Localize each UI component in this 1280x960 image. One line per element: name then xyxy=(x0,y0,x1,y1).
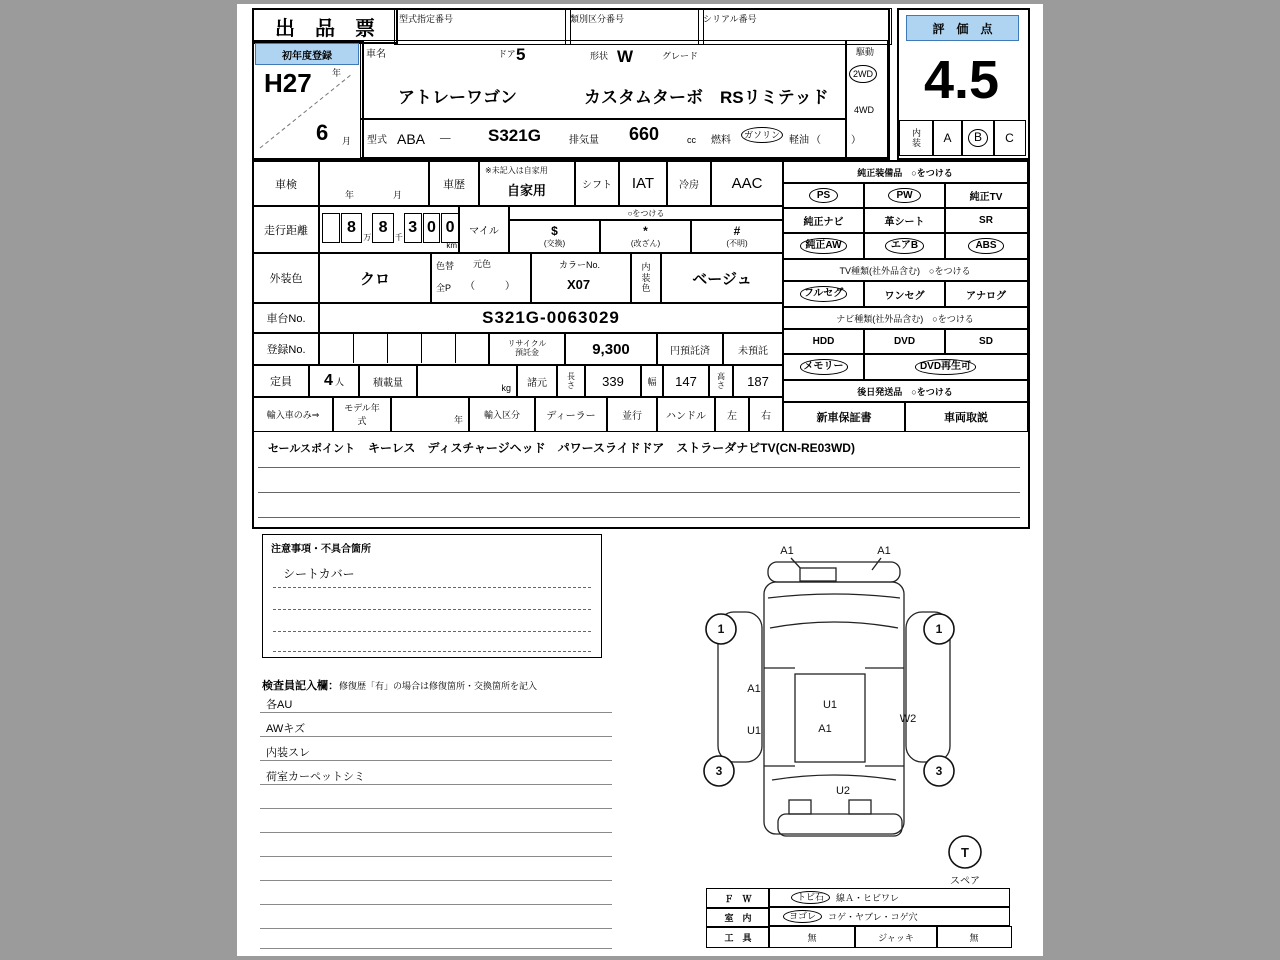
inspector-item-1: 各AU xyxy=(266,699,293,711)
equip-manual: 車両取説 xyxy=(944,411,988,424)
grade-c-cell xyxy=(993,120,1026,156)
mileage-digit-6: 0 xyxy=(441,213,459,243)
length-value: 339 xyxy=(602,373,624,389)
shape-label: 形状 xyxy=(590,51,609,61)
inspector-line xyxy=(260,712,612,713)
exterior-color-value-cell xyxy=(318,252,432,304)
inspector-line xyxy=(260,736,612,737)
shaken-label-cell xyxy=(252,160,320,207)
modelyear-value-cell xyxy=(390,396,470,432)
cond-tools-jack: ジャッキ xyxy=(878,932,914,943)
cond-interior-circled: ヨゴレ xyxy=(783,910,822,923)
inspector-line xyxy=(260,948,612,949)
sales-line xyxy=(258,467,1020,468)
dealer-cell xyxy=(534,396,608,432)
cond-fw-value-cell xyxy=(768,888,1010,907)
mark-unknown-caption: (不明) xyxy=(726,239,748,248)
equip-ps-cell xyxy=(782,182,865,209)
regno-divider xyxy=(421,333,422,363)
inspector-title xyxy=(262,676,622,694)
all-paint-label: 全P xyxy=(436,283,452,293)
regno-divider xyxy=(455,333,456,363)
equip-dvd-play-cell xyxy=(863,353,1028,381)
inspector-line xyxy=(260,928,612,929)
ac-value-cell xyxy=(710,160,784,207)
equip-memory-cell xyxy=(782,353,865,381)
displacement-value: 660 xyxy=(629,124,660,144)
mark-exchange-cell xyxy=(508,219,601,254)
color-change-label: 色替 xyxy=(436,261,455,271)
center-grade-a: A1 xyxy=(818,723,832,735)
inspector-item-4: 荷室カーペットシミ xyxy=(266,771,365,783)
mileage-digit-3: 8 xyxy=(372,213,394,243)
equip-airbag: エアB xyxy=(885,238,924,254)
handle-left-cell xyxy=(714,396,750,432)
width-label: 幅 xyxy=(647,376,657,387)
regno-boxes-cell xyxy=(318,332,490,366)
recycle-label-2: 預託金 xyxy=(515,348,539,357)
equip-analog: アナログ xyxy=(966,290,1006,302)
mileage-digit-5: 0 xyxy=(423,213,441,243)
regno-label-cell xyxy=(252,332,320,366)
sales-point-label: セールスポイント xyxy=(268,443,356,455)
left-door-grade-a: A1 xyxy=(747,683,761,695)
equip-abs-cell xyxy=(944,232,1028,260)
cond-tools-none-2: 無 xyxy=(969,932,979,943)
equip-hdd-cell xyxy=(782,328,865,355)
length-value-cell xyxy=(584,364,642,398)
width-label-cell xyxy=(640,364,664,398)
equip-header-2 xyxy=(782,258,1028,282)
vehicle-name-block xyxy=(360,40,847,120)
recycle-unpaid-cell xyxy=(722,332,784,366)
recycle-paid-cell xyxy=(656,332,724,366)
wheel-fl-grade: 1 xyxy=(717,622,725,636)
import-division-cell xyxy=(468,396,536,432)
original-color-label: 元色 xyxy=(473,259,492,269)
inspector-item-2: AWキズ xyxy=(266,723,306,735)
fuel-diesel: 軽油 xyxy=(789,135,809,146)
height-label: 高さ xyxy=(717,371,725,390)
vehicle-name-label: 車名 xyxy=(366,49,386,60)
mileage-sen-unit: 千 xyxy=(394,233,403,242)
equip-airbag-cell xyxy=(863,232,946,260)
history-value-cell xyxy=(478,160,576,207)
inspector-item-3: 内装スレ xyxy=(266,747,310,759)
mile-label: マイル xyxy=(469,226,499,237)
shaken-date-cell xyxy=(318,160,430,207)
notes-line xyxy=(273,587,591,588)
handle-right-cell xyxy=(748,396,784,432)
equip-hdd: HDD xyxy=(812,336,835,347)
mileage-unit: km xyxy=(446,241,457,250)
interior-grade-label: 内装 xyxy=(911,127,921,148)
mileage-mark-header-text: ○をつける xyxy=(627,208,665,218)
height-value: 187 xyxy=(747,373,769,389)
equip-pw: PW xyxy=(888,188,920,204)
import-label-cell xyxy=(252,396,334,432)
wheel-rl-grade: 3 xyxy=(715,764,723,778)
mark-tamper-caption: (改ざん) xyxy=(630,239,661,248)
equip-memory: メモリー xyxy=(800,359,848,375)
history-value: 自家用 xyxy=(507,183,547,198)
model-value: S321G xyxy=(488,126,541,145)
equip-dvd-play: DVD再生可 xyxy=(915,359,976,375)
chassis-label: 車台No. xyxy=(266,313,306,325)
equip-fullseg-cell xyxy=(782,280,865,308)
exterior-color-value: クロ xyxy=(359,270,390,288)
exterior-color-label: 外装色 xyxy=(269,273,303,285)
first-reg-year-unit: 年 xyxy=(332,68,342,78)
grade-a: A xyxy=(943,131,952,145)
load-unit: kg xyxy=(501,383,511,393)
length-label-cell xyxy=(556,364,586,398)
spec-label: 諸元 xyxy=(527,377,547,389)
equip-abs: ABS xyxy=(968,238,1003,254)
inspector-line xyxy=(260,856,612,857)
equip-header-4-text: 後日発送品 ○をつける xyxy=(857,386,953,397)
mark-exchange-symbol: $ xyxy=(551,224,558,238)
cond-tools-label: 工 具 xyxy=(724,932,752,943)
equip-header-2-text: TV種類(社外品含む) ○をつける xyxy=(839,265,971,276)
mile-label-cell xyxy=(458,205,510,254)
fuel-label: 燃料 xyxy=(711,135,731,146)
equip-manual-cell xyxy=(904,401,1028,432)
first-registration-box xyxy=(252,40,364,160)
wheel-fr-grade: 1 xyxy=(935,622,943,636)
original-color-paren: （ ） xyxy=(465,281,515,292)
equip-aw: 純正AW xyxy=(800,238,846,254)
front-left-panel-grade: A1 xyxy=(780,545,794,557)
first-registration-header xyxy=(255,43,359,65)
displacement-unit: cc xyxy=(687,135,696,145)
notes-line xyxy=(273,631,591,632)
mileage-digit-4: 3 xyxy=(404,213,422,243)
recycle-amount-cell xyxy=(564,332,658,366)
modelyear-unit: 年 xyxy=(453,415,463,425)
handle-right: 右 xyxy=(761,410,771,422)
shift-value-cell xyxy=(618,160,668,207)
cond-interior-value-cell xyxy=(768,907,1010,926)
sales-line xyxy=(258,517,1020,518)
interior-color-value: ベージュ xyxy=(692,270,752,288)
notes-box xyxy=(262,534,602,658)
cond-tools-cell-1 xyxy=(768,926,856,948)
inspector-title-strong: 検査員記入欄： xyxy=(262,680,339,692)
length-label: 長さ xyxy=(567,371,575,390)
equip-navi: 純正ナビ xyxy=(803,217,844,228)
inspector-line xyxy=(260,832,612,833)
mark-unknown-symbol: # xyxy=(733,224,741,238)
mileage-label-cell xyxy=(252,205,320,254)
equip-fullseg: フルセグ xyxy=(800,286,848,302)
recycle-paid: 円預託済 xyxy=(670,345,710,357)
first-registration-header-text: 初年度登録 xyxy=(282,50,332,62)
equip-tv: 純正TV xyxy=(969,192,1003,203)
capacity-value: 4 xyxy=(324,372,333,389)
first-reg-year: H27 xyxy=(264,68,312,98)
equip-sr: SR xyxy=(979,215,993,226)
mileage-digits-cell xyxy=(318,205,460,254)
color-no-value: X07 xyxy=(567,277,591,292)
cond-fw-rest: 線Ａ・ヒビワレ xyxy=(836,893,900,903)
sheet-title-text: 出 品 票 xyxy=(275,17,375,40)
model-designation-label: 型式指定番号 xyxy=(399,14,454,24)
door-label: ドア xyxy=(498,49,516,59)
equip-header-1 xyxy=(782,160,1028,184)
cond-interior-rest: コゲ・ヤブレ・コゲ穴 xyxy=(828,912,918,922)
class-division-label: 類別区分番号 xyxy=(570,14,625,24)
history-note: ※未記入は自家用 xyxy=(485,166,548,175)
recycle-label-1: リサイクル xyxy=(507,339,547,349)
model-prefix: ABA － xyxy=(397,131,453,147)
right-panel-grade: W2 xyxy=(899,713,917,725)
equip-tv-cell xyxy=(944,182,1028,209)
equip-ps: PS xyxy=(809,188,838,204)
width-value-cell xyxy=(662,364,710,398)
rear-grade: U2 xyxy=(835,785,851,797)
spec-label-cell xyxy=(516,364,558,398)
equip-dvd-cell xyxy=(863,328,946,355)
left-door-grade-u: U1 xyxy=(746,725,762,737)
inspector-line xyxy=(260,880,612,881)
cond-fw-circled: トビ石 xyxy=(791,891,830,904)
fuel-paren: （ ） xyxy=(811,135,861,146)
height-label-cell xyxy=(708,364,734,398)
ac-value: AAC xyxy=(731,175,763,192)
history-label: 車歴 xyxy=(443,178,465,191)
modelyear-label-cell xyxy=(332,396,392,432)
first-reg-month: 6 xyxy=(316,120,329,145)
shift-value: IAT xyxy=(631,175,655,192)
grade-b-circled: B xyxy=(968,129,988,147)
handle-left: 左 xyxy=(727,410,737,422)
inspector-line xyxy=(260,904,612,905)
sales-point-text: キーレス ディスチャージヘッド パワースライドドア ストラーダナビTV(CN-RE03WD) xyxy=(368,441,855,455)
capacity-label: 定員 xyxy=(270,376,292,388)
parallel-label: 並行 xyxy=(622,410,642,422)
import-label: 輸入車のみ⇒ xyxy=(266,409,320,420)
model-label: 型式 xyxy=(367,135,387,146)
equip-aw-cell xyxy=(782,232,865,260)
displacement-label: 排気量 xyxy=(569,135,599,146)
car-damage-diagram xyxy=(688,528,1024,898)
shift-label: シフト xyxy=(582,180,612,191)
width-value: 147 xyxy=(675,373,697,389)
equip-header-1-text: 純正装備品 ○をつける xyxy=(857,167,953,178)
color-change-cell xyxy=(430,252,532,304)
recycle-amount: 9,300 xyxy=(592,340,630,358)
mileage-digit-2: 8 xyxy=(341,213,363,243)
load-label-cell xyxy=(358,364,418,398)
dealer-label: ディーラー xyxy=(546,410,596,422)
ac-label: 冷房 xyxy=(679,180,699,191)
front-right-panel-grade: A1 xyxy=(877,545,891,557)
mark-tamper-cell xyxy=(599,219,692,254)
vehicle-grade-value: カスタムターボ RSリミテッド xyxy=(584,88,829,107)
color-no-cell xyxy=(530,252,632,304)
regno-label: 登録No. xyxy=(266,344,306,356)
interior-color-label: 内装色 xyxy=(641,262,651,294)
sales-line xyxy=(258,492,1020,493)
equip-dvd: DVD xyxy=(893,336,916,347)
notes-item-1: シートカバー xyxy=(283,567,355,581)
recycle-unpaid: 未預託 xyxy=(738,345,768,357)
cond-tools-cell-2 xyxy=(854,926,938,948)
regno-divider xyxy=(353,333,354,363)
equip-leather: 革シート xyxy=(884,217,925,228)
cond-tools-label-cell xyxy=(706,926,770,948)
score-value-area xyxy=(899,40,1024,120)
drive-4wd: 4WD xyxy=(854,105,874,115)
equip-sd-cell xyxy=(944,328,1028,355)
cond-tools-none-1: 無 xyxy=(807,932,817,943)
mileage-digit-1 xyxy=(322,213,340,243)
mark-tamper-symbol: * xyxy=(643,224,648,238)
equip-header-3 xyxy=(782,306,1028,330)
mileage-man-unit: 万 xyxy=(363,233,372,242)
equip-analog-cell xyxy=(944,280,1028,308)
grade-b-cell xyxy=(961,120,995,156)
mileage-digits-row xyxy=(319,206,459,243)
serial-label: シリアル番号 xyxy=(703,14,757,24)
shaken-year-unit: 年 xyxy=(345,190,355,200)
capacity-unit: 人 xyxy=(334,376,344,387)
mark-unknown-cell xyxy=(690,219,784,254)
inspector-line xyxy=(260,760,612,761)
interior-color-label-cell xyxy=(630,252,662,304)
drive-label: 駆動 xyxy=(856,47,875,57)
cond-fw-label: Ｆ Ｗ xyxy=(724,894,752,904)
equip-oneseg-cell xyxy=(863,280,946,308)
mark-exchange-caption: (交換) xyxy=(543,239,566,248)
notes-line xyxy=(273,651,591,652)
interior-grade-label-cell xyxy=(899,120,934,156)
wheel-rr-grade: 3 xyxy=(935,764,943,778)
handle-label: ハンドル xyxy=(666,410,706,422)
score-header xyxy=(906,15,1019,41)
import-division-label: 輸入区分 xyxy=(483,409,520,420)
score-value: 4.5 xyxy=(923,50,1000,110)
recycle-label-cell xyxy=(488,332,566,366)
chassis-value-cell xyxy=(318,302,784,334)
capacity-value-cell xyxy=(308,364,360,398)
drive-2wd: 2WD xyxy=(849,65,877,83)
spare-tire-mark: T xyxy=(961,845,969,860)
capacity-label-cell xyxy=(252,364,310,398)
equip-sd: SD xyxy=(979,336,993,347)
equip-sr-cell xyxy=(944,207,1028,234)
inspector-line xyxy=(260,808,612,809)
color-no-label: カラーNo. xyxy=(559,260,601,270)
handle-cell xyxy=(656,396,716,432)
shaken-label: 車検 xyxy=(275,178,297,191)
inspector-line xyxy=(260,784,612,785)
cond-interior-label: 室 内 xyxy=(724,913,752,923)
chassis-label-cell xyxy=(252,302,320,334)
equip-oneseg: ワンセグ xyxy=(884,290,925,302)
fuel-gasoline: ガソリン xyxy=(741,127,783,143)
equip-navi-cell xyxy=(782,207,865,234)
cond-interior-label-cell xyxy=(706,907,770,928)
parallel-cell xyxy=(606,396,658,432)
center-grade-u: U1 xyxy=(822,699,838,711)
interior-color-value-cell xyxy=(660,252,784,304)
cond-fw-label-cell xyxy=(706,888,770,909)
chassis-value: S321G-0063029 xyxy=(482,308,620,327)
equip-warranty: 新車保証書 xyxy=(816,411,872,424)
door-value: 5 xyxy=(516,45,526,64)
equip-leather-cell xyxy=(863,207,946,234)
equip-warranty-cell xyxy=(782,401,906,432)
first-reg-month-unit: 月 xyxy=(342,136,352,146)
ac-label-cell xyxy=(666,160,712,207)
sheet-title xyxy=(252,8,398,44)
equip-pw-cell xyxy=(863,182,946,209)
spare-label: スペア xyxy=(950,876,980,887)
history-label-cell xyxy=(428,160,480,207)
load-label: 積載量 xyxy=(373,377,403,389)
notes-header: 注意事項・不具合箇所 xyxy=(271,544,371,555)
grade-a-cell xyxy=(932,120,963,156)
regno-divider xyxy=(387,333,388,363)
inspector-title-rest: 修復歴「有」の場合は修復箇所・交換箇所を記入 xyxy=(339,681,538,691)
height-value-cell xyxy=(732,364,784,398)
shaken-month-unit: 月 xyxy=(393,190,403,200)
vehicle-name-value: アトレーワゴン xyxy=(398,88,517,107)
load-value-cell xyxy=(416,364,518,398)
grade-c: C xyxy=(1005,131,1014,145)
notes-line xyxy=(273,609,591,610)
equip-header-3-text: ナビ種類(社外品含む) ○をつける xyxy=(836,313,974,324)
score-header-text: 評 価 点 xyxy=(932,21,993,36)
shape-value: W xyxy=(617,47,634,66)
exterior-color-label-cell xyxy=(252,252,320,304)
cond-tools-cell-3 xyxy=(936,926,1012,948)
shift-label-cell xyxy=(574,160,620,207)
score-box xyxy=(897,8,1030,160)
model-row xyxy=(360,118,861,158)
mileage-label: 走行距離 xyxy=(264,224,308,237)
grade-label: グレード xyxy=(662,51,699,61)
modelyear-label: モデル年式 xyxy=(344,403,380,426)
equip-header-4 xyxy=(782,379,1028,403)
